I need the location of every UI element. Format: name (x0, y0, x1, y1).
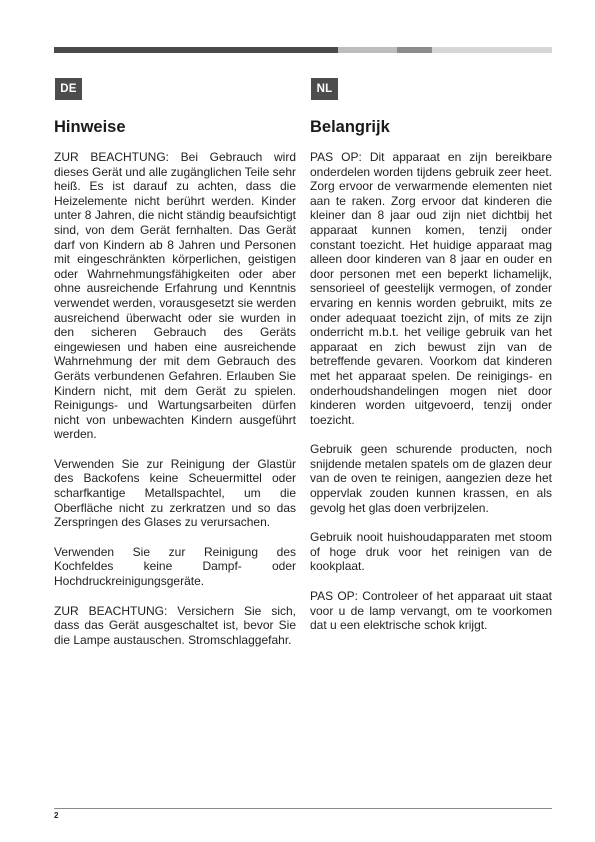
column-nl (310, 116, 552, 648)
paragraph-nl: Gebruik geen schurende producten, noch snijdende metalen spatels om de glazen deur van de oven te reinigen, aangezien deze het oppervlak zouden kunnen krassen, en als gevolg het glas doen verbrijzelen. (310, 442, 552, 515)
paragraph-nl: PAS OP: Controleer of het apparaat uit staat voor u de lamp vervangt, om te voorkomen dat u een elektrische schok krijgt. (310, 589, 552, 633)
language-badge-de: DE (55, 78, 82, 100)
footer-divider (54, 808, 552, 809)
header-bar-segment (397, 47, 432, 53)
paragraph-de: Verwenden Sie zur Reinigung der Glastür des Backofens keine Scheuermittel oder scharfkantige Metallspachtel, um die Oberfläche nicht zu zerkratzen und so das Zerspringen des Glases zu verursachen. (54, 456, 296, 530)
header-bar-segment (338, 47, 397, 53)
column-de (54, 116, 296, 662)
language-badge-nl: NL (311, 78, 338, 100)
paragraph-de: ZUR BEACHTUNG: Bei Gebrauch wird dieses Gerät und alle zugänglichen Teile sehr heiß. Es ist darauf zu achten, dass die Heizelemente nicht berührt werden. Kinder unter 8 Jahren, die nicht ständig beaufsichtigt sind, von dem Gerät fernhalten. Das Gerät darf von Kindern ab 8 Jahren und Personen mit eingeschränkten körperlichen, geistigen oder Wahrnehmungsfähigkeiten oder aber ohne ausreichende Erfahrung und Kenntnis verwendet werden, vorausgesetzt sie werden ausreichend überwacht oder sie wurden in den sicheren Gebrauch des Geräts eingewiesen und haben eine ausreichende Wahrnehmung der mit dem Gebrauch des Geräts verbundenen Gefahren. Erlauben Sie Kindern nicht, mit dem Gerät zu spielen. Reinigungs- und Wartungsarbeiten dürfen nicht von unbewachten Kindern ausgeführt werden. (54, 150, 296, 442)
header-bar-segment (432, 47, 552, 53)
header-color-bar (54, 47, 552, 53)
header-bar-segment (54, 47, 338, 53)
paragraph-de: Verwenden Sie zur Reinigung des Kochfeldes keine Dampf- oder Hochdruckreinigungsgeräte. (54, 544, 296, 589)
paragraph-nl: PAS OP: Dit apparaat en zijn bereikbare onderdelen worden tijdens gebruik zeer heet. Zorg ervoor de verwarmende elementen niet aan te raken. Zorg ervoor dat kinderen die kleiner dan 8 jaar oud zijn niet dichtbij het apparaat kunnen komen, tenzij onder constant toezicht. Het huidige apparaat mag alleen door kinderen van 8 jaar en ouder en door personen met een beperkt lichamelijk, sensorieel of geestelijk vermogen, of zonder ervaring en kennis worden gebruikt, mits ze onder adequaat toezicht zijn, of mits ze zijn onderricht m.b.t. het veilige gebruik van het apparaat en zich bewust zijn van de betreffende gevaren. Voorkom dat kinderen met het apparaat spelen. De reinigings- en onderhoudshandelingen mogen niet door kinderen worden uitgevoerd, tenzij onder toezicht. (310, 150, 552, 427)
section-title-nl: Belangrijk (310, 118, 390, 136)
paragraph-nl: Gebruik nooit huishoudapparaten met stoom of hoge druk voor het reinigen van de kookplaat. (310, 530, 552, 574)
section-title-de: Hinweise (54, 118, 126, 136)
page-number: 2 (54, 811, 59, 820)
paragraph-de: ZUR BEACHTUNG: Versichern Sie sich, dass das Gerät ausgeschaltet ist, bevor Sie die Lampe austauschen. Stromschlaggefahr. (54, 603, 296, 647)
